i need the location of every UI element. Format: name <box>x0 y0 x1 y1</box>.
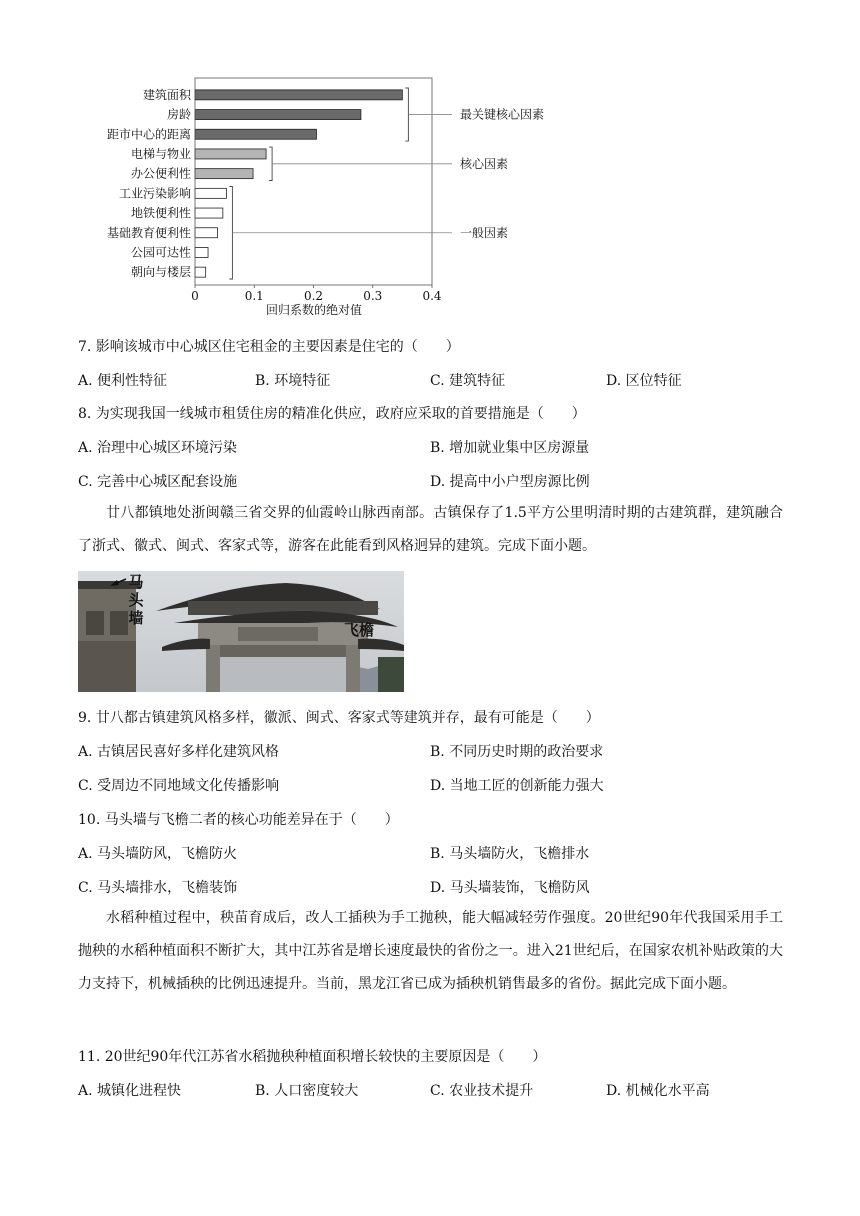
q7-option-a[interactable]: A. 便利性特征 <box>78 373 168 389</box>
bar <box>195 228 218 238</box>
bar <box>195 169 253 179</box>
passage-rice <box>78 902 783 1001</box>
q7-option-d[interactable]: D. 区位特征 <box>606 373 682 389</box>
group-bracket <box>269 147 272 180</box>
matouqiang-label-char: 马 <box>128 573 144 591</box>
category-label: 建筑面积 <box>142 87 191 102</box>
bar <box>195 247 208 257</box>
q11-option-b[interactable]: B. 人口密度较大 <box>255 1083 359 1099</box>
q7-option-c[interactable]: C. 建筑特征 <box>430 373 506 389</box>
q8-option-c[interactable]: C. 完善中心城区配套设施 <box>78 474 238 490</box>
category-label: 电梯与物业 <box>130 146 191 161</box>
x-tick-label: 0.1 <box>244 289 264 303</box>
plot-frame <box>195 78 432 285</box>
category-label: 公园可达性 <box>130 245 191 260</box>
q10-option-c[interactable]: C. 马头墙排水，飞檐装饰 <box>78 880 238 896</box>
q8-option-a[interactable]: A. 治理中心城区环境污染 <box>78 440 238 456</box>
q11-option-d[interactable]: D. 机械化水平高 <box>606 1083 710 1099</box>
q9-option-c[interactable]: C. 受周边不同地域文化传播影响 <box>78 778 280 794</box>
category-label: 房龄 <box>166 107 191 122</box>
bar <box>195 110 361 120</box>
question-11: 11. 20世纪90年代江苏省水稻抛秧种植面积增长较快的主要原因是（ ） <box>78 1049 547 1065</box>
bar <box>195 188 226 198</box>
feiyan-label: 飞檐 <box>344 621 375 639</box>
question-7: 7. 影响该城市中心城区住宅租金的主要因素是住宅的（ ） <box>78 339 460 355</box>
category-labels <box>107 87 192 279</box>
bar <box>195 90 402 100</box>
passage-nianbadu <box>78 497 783 563</box>
q7-option-b[interactable]: B. 环境特征 <box>255 373 331 389</box>
category-label: 朝向与楼层 <box>130 265 191 280</box>
category-label: 基础教育便利性 <box>106 225 191 240</box>
category-label: 地铁便利性 <box>130 206 191 221</box>
q9-option-d[interactable]: D. 当地工匠的创新能力强大 <box>430 778 604 794</box>
archway-photo <box>78 571 404 692</box>
matouqiang-label-char: 墙 <box>128 609 144 627</box>
bar <box>195 149 266 159</box>
group-bracket <box>405 88 408 141</box>
bar <box>195 208 223 218</box>
q8-option-d[interactable]: D. 提高中小户型房源比例 <box>430 474 590 490</box>
matouqiang-label-char: 头 <box>128 591 144 609</box>
q10-option-d[interactable]: D. 马头墙装饰，飞檐防风 <box>430 880 590 896</box>
category-label: 距市中心的距离 <box>106 127 191 142</box>
q8-option-b[interactable]: B. 增加就业集中区房源量 <box>430 440 590 456</box>
q11-option-a[interactable]: A. 城镇化进程快 <box>78 1083 182 1099</box>
q10-option-a[interactable]: A. 马头墙防风，飞檐防火 <box>78 846 238 862</box>
category-label: 办公便利性 <box>130 166 191 181</box>
x-tick-label: 0 <box>191 289 199 303</box>
passage-nianbadu-text: 廿八都镇地处浙闽赣三省交界的仙霞岭山脉西南部。古镇保存了1.5平方公里明清时期的古建筑群，建筑融合了浙式、徽式、闽式、客家式等，游客在此能看到风格迥异的建筑。完成下面小题。 <box>78 505 783 554</box>
x-tick-label: 0.2 <box>303 289 324 303</box>
bar <box>195 129 316 139</box>
bar <box>195 267 206 277</box>
question-8: 8. 为实现我国一线城市租赁住房的精准化供应，政府应采取的首要措施是（ ） <box>78 406 586 422</box>
question-9: 9. 廿八都古镇建筑风格多样，徽派、闽式、客家式等建筑并存，最有可能是（ ） <box>78 710 600 726</box>
passage-rice-text: 水稻种植过程中，秧苗育成后，改人工插秧为手工抛秧，能大幅减轻劳作强度。20世纪90年代我国采用手工抛秧的水稻种植面积不断扩大，其中江苏省是增长速度最快的省份之一。进入21世纪后，在国家农机补贴政策的大力支持下，机械插秧的比例迅速提升。当前，黑龙江省已成为插秧机销售最多的省份。据此完成下面小题。 <box>78 910 783 992</box>
group-label: 最关键核心因素 <box>460 107 545 122</box>
q11-option-c[interactable]: C. 农业技术提升 <box>430 1083 534 1099</box>
question-10: 10. 马头墙与飞檐二者的核心功能差异在于（ ） <box>78 812 399 828</box>
regression-bar-chart <box>60 74 620 324</box>
q10-option-b[interactable]: B. 马头墙防火，飞檐排水 <box>430 846 590 862</box>
category-label: 工业污染影响 <box>118 186 191 201</box>
group-bracket <box>229 187 232 280</box>
q9-option-b[interactable]: B. 不同历史时期的政治要求 <box>430 744 604 760</box>
matouqiang-label <box>126 573 146 627</box>
x-tick-label: 0.3 <box>363 289 383 303</box>
group-label: 一般因素 <box>460 225 509 240</box>
x-axis-label: 回归系数的绝对值 <box>265 303 363 317</box>
x-tick-label: 0.4 <box>422 289 442 303</box>
group-label: 核心因素 <box>460 156 509 171</box>
bars <box>195 90 402 277</box>
q9-option-a[interactable]: A. 古镇居民喜好多样化建筑风格 <box>78 744 280 760</box>
